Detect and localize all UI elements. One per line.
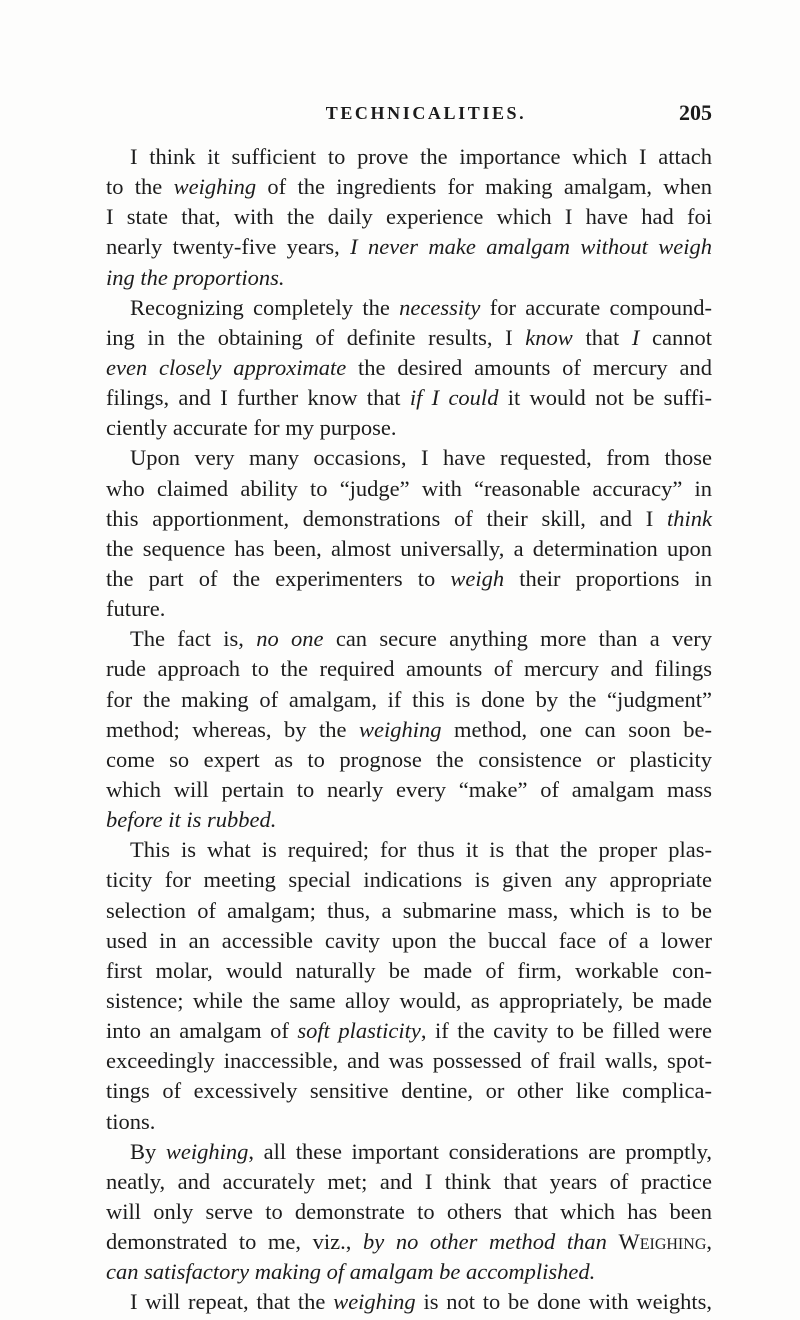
text-line: I will repeat, that the weighing is not to be done with weights,: [130, 1289, 712, 1315]
text-line: This is what is required; for thus it is that the proper plas-: [130, 837, 712, 863]
text-line: even closely approximate the desired amounts of mercury and: [106, 354, 712, 380]
text-line: ciently accurate for my purpose.: [106, 415, 397, 441]
text-line: will only serve to demonstrate to others that which has been: [106, 1198, 712, 1224]
text-line: who claimed ability to “judge” with “reasonable accuracy” in: [106, 475, 712, 501]
text-line: exceedingly inaccessible, and was possessed of frail walls, spot-: [106, 1048, 712, 1074]
text-line: used in an accessible cavity upon the buccal face of a lower: [106, 927, 712, 953]
text-line: this apportionment, demonstrations of their skill, and I think: [106, 505, 712, 531]
text-line: I state that, with the daily experience which I have had foi: [106, 204, 712, 230]
text-line: By weighing, all these important considerations are promptly,: [130, 1138, 712, 1164]
text-line: Upon very many occasions, I have requested, from those: [130, 445, 712, 471]
text-line: the part of the experimenters to weigh their proportions in: [106, 565, 712, 591]
text-line: future.: [106, 596, 166, 622]
text-line: tions.: [106, 1108, 156, 1134]
text-line: rude approach to the required amounts of mercury and filings: [106, 656, 712, 682]
running-head: [106, 100, 712, 133]
text-line: which will pertain to nearly every “make” of amalgam mass: [106, 776, 712, 802]
text-line: tings of excessively sensitive dentine, or other like complica-: [106, 1078, 712, 1104]
text-line: Recognizing completely the necessity for accurate compound-: [130, 294, 712, 320]
text-line: demonstrated to me, viz., by no other method than Weighing,: [106, 1229, 712, 1255]
text-line: I think it sufficient to prove the importance which I attach: [130, 144, 712, 169]
text-line: can satisfactory making of amalgam be accomplished.: [106, 1259, 596, 1285]
body-text: [106, 142, 712, 1317]
text-line: The fact is, no one can secure anything more than a very: [130, 626, 712, 652]
running-title: TECHNICALITIES.: [325, 103, 527, 123]
text-line: first molar, would naturally be made of firm, workable con-: [106, 957, 712, 983]
text-line: nearly twenty-five years, I never make amalgam without weigh: [106, 234, 713, 260]
text-line: neatly, and accurately met; and I think that years of practice: [106, 1168, 712, 1194]
page-number: 205: [679, 100, 712, 125]
text-line: for the making of amalgam, if this is done by the “judgment”: [106, 686, 712, 712]
text-line: ticity for meeting special indications is given any appropriate: [106, 867, 712, 893]
text-line: to the weighing of the ingredients for making amalgam, when: [106, 174, 712, 200]
text-line: selection of amalgam; thus, a submarine mass, which is to be: [106, 897, 712, 923]
text-line: method; whereas, by the weighing method, one can soon be-: [106, 716, 713, 742]
text-line: ing in the obtaining of definite results, I know that I cannot: [106, 324, 712, 350]
text-line: sistence; while the same alloy would, as appropriately, be made: [106, 987, 712, 1013]
text-line: ing the proportions.: [106, 264, 285, 290]
text-line: come so expert as to prognose the consistence or plasticity: [106, 746, 712, 772]
text-line: the sequence has been, almost universally, a determination upon: [106, 535, 712, 561]
text-line: into an amalgam of soft plasticity, if the cavity to be filled were: [106, 1018, 712, 1044]
text-line: before it is rubbed.: [106, 807, 277, 833]
text-line: filings, and I further know that if I could it would not be suffi-: [106, 385, 713, 411]
